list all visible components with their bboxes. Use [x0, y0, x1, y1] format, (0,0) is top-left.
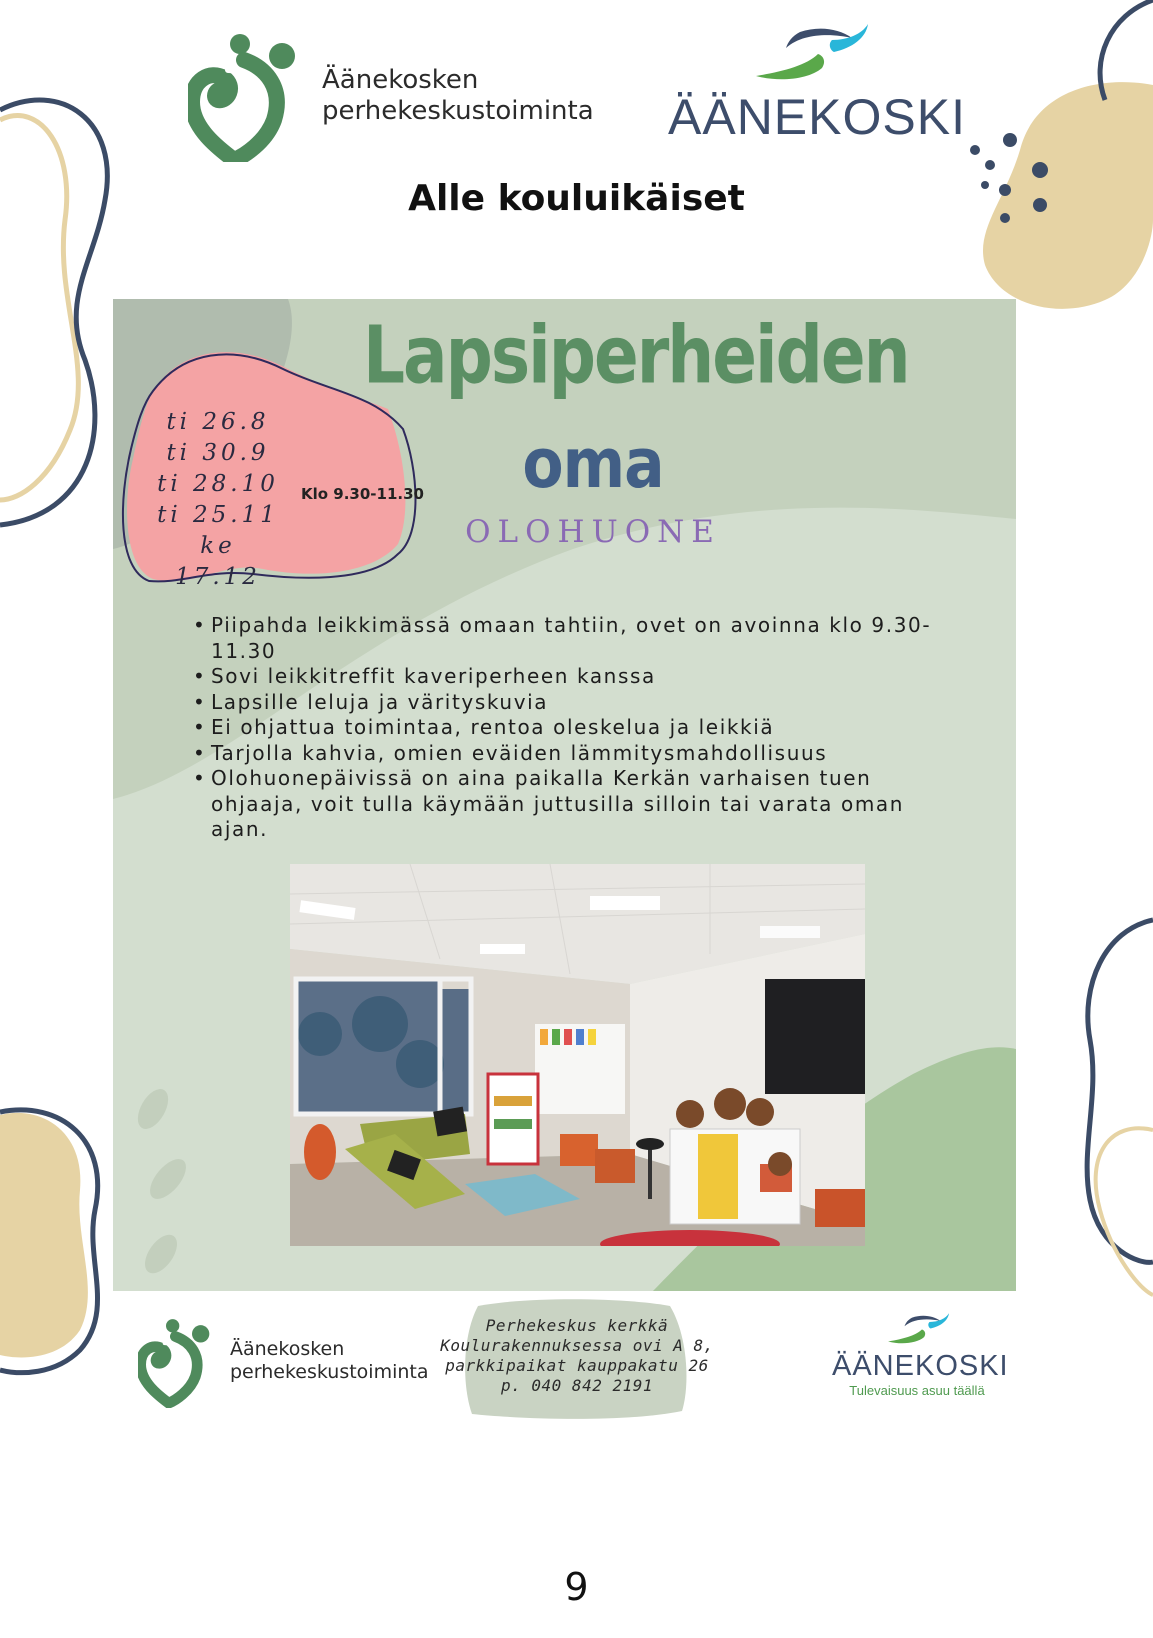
info-bullet: • Lapsille leluja ja värityskuvia	[193, 690, 953, 716]
org-logo-line1: Äänekosken	[322, 65, 479, 96]
event-date: ti 28.10	[157, 471, 279, 497]
info-bullet: • Tarjolla kahvia, omien eväiden lämmitysmahdollisuus	[193, 741, 953, 767]
org-logo-footer	[138, 1313, 429, 1408]
org-logo-line2: perhekeskustoiminta	[322, 96, 594, 126]
event-date: ti 25.11	[157, 502, 279, 528]
city-logo-header	[668, 18, 966, 146]
city-wave-icon	[744, 18, 874, 88]
decor-loop-top-left-beige	[0, 116, 78, 500]
event-date: ke 17.12	[175, 533, 261, 590]
city-logo-wordmark: ÄÄNEKOSKI	[668, 89, 966, 145]
event-date: ti 26.8	[166, 409, 270, 435]
phone-number: p. 040 842 2191	[501, 1376, 653, 1395]
city-wave-icon	[881, 1310, 953, 1348]
city-logo-footer	[832, 1310, 1009, 1398]
info-bullet: • Piipahda leikkimässä omaan tahtiin, ovet on avoinna klo 9.30-11.30	[193, 613, 953, 664]
page-number: 9	[564, 1565, 589, 1609]
contact-address	[430, 1316, 724, 1396]
event-info-list	[193, 613, 953, 843]
decor-loop-right-beige	[1096, 1128, 1153, 1295]
event-time: Klo 9.30-11.30	[301, 485, 424, 503]
address-line: Koulurakennuksessa ovi A 8,	[440, 1336, 714, 1355]
family-heart-icon	[188, 30, 308, 162]
event-dates	[153, 407, 283, 593]
poster-title-line1: Lapsiperheiden	[363, 309, 909, 402]
decor-blob-bottom-left	[0, 1113, 88, 1358]
room-photo	[290, 864, 865, 1246]
decor-loop-right-navy	[1087, 920, 1153, 1262]
org-logo-line1: Äänekosken	[230, 1338, 345, 1361]
address-line: Perhekeskus kerkkä	[485, 1316, 669, 1335]
city-logo-wordmark: ÄÄNEKOSKI	[832, 1350, 1009, 1382]
org-logo-line2: perhekeskustoiminta	[230, 1360, 429, 1383]
poster-title-line2: oma	[522, 423, 664, 505]
family-heart-icon	[138, 1313, 218, 1408]
event-poster	[113, 299, 1016, 1291]
poster-title-line3: OLOHUONE	[465, 514, 721, 550]
info-bullet: • Olohuonepäivissä on aina paikalla Kerkän varhaisen tuen ohjaaja, voit tulla käymään juttusilla silloin tai varata oman ajan.	[193, 766, 953, 843]
section-title: Alle kouluikäiset	[408, 178, 745, 219]
org-logo-header	[188, 30, 594, 162]
info-bullet: • Sovi leikkitreffit kaveriperheen kanssa	[193, 664, 953, 690]
event-date: ti 30.9	[166, 440, 270, 466]
address-line: parkkipaikat kauppakatu 26	[445, 1356, 709, 1375]
info-bullet: • Ei ohjattua toimintaa, rentoa oleskelua ja leikkiä	[193, 715, 953, 741]
city-slogan: Tulevaisuus asuu täällä	[849, 1383, 985, 1398]
